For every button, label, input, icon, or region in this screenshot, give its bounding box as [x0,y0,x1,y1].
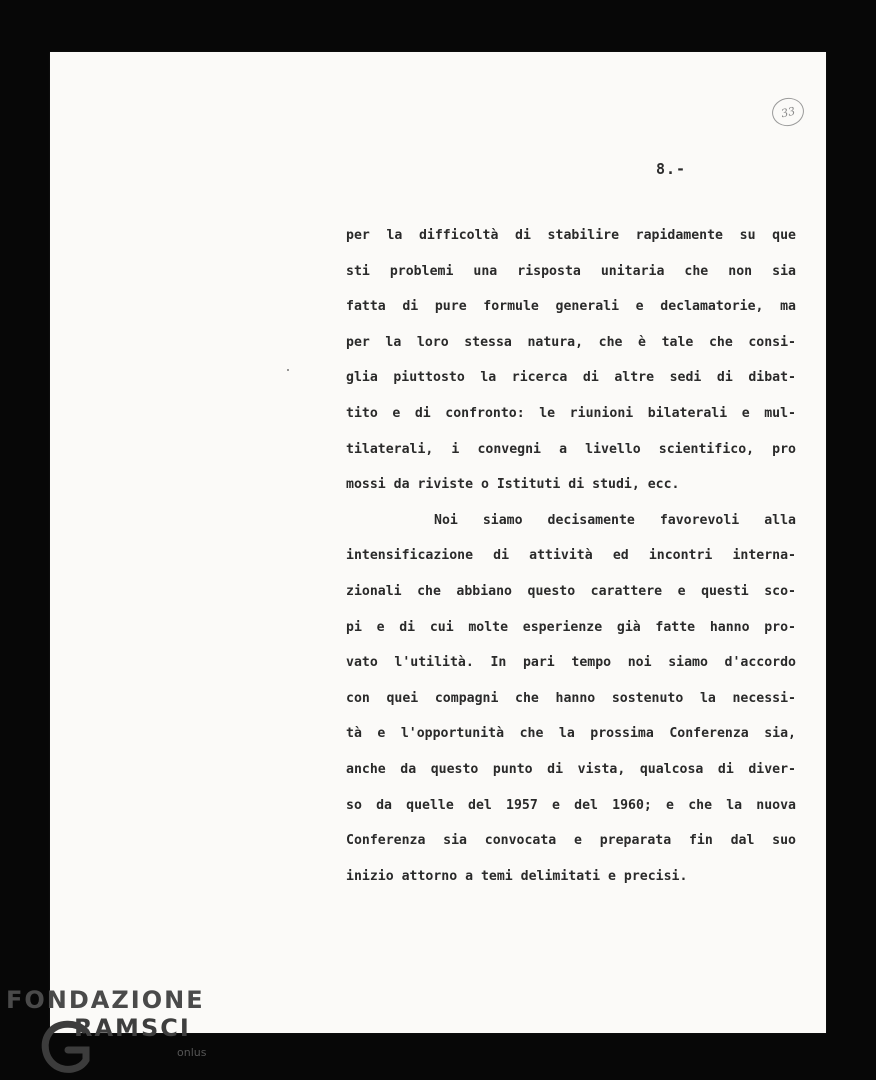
text-line: glia piuttosto la ricerca di altre sedi di dibat- [346,370,796,386]
watermark-suffix: onlus [177,1046,207,1059]
archive-stamp [769,95,806,129]
text-line: per la difficoltà di stabilire rapidamente su que [346,228,796,243]
text-line: vato l'utilità. In pari tempo noi siamo d'accordo [346,655,796,671]
text-line: con quei compagni che hanno sostenuto la necessi- [346,690,796,706]
paper-speck [287,369,289,371]
typed-body-text [346,218,796,894]
text-line: Conferenza sia convocata e preparata fin dal suo [346,833,796,849]
text-line: fatta di pure formule generali e declamatorie, ma [346,299,796,315]
watermark-line1: FONDAZIONE [6,986,205,1014]
text-line: so da quelle del 1957 e del 1960; e che la nuova [346,797,796,813]
text-line: per la loro stessa natura, che è tale che consi- [346,334,796,350]
archive-mark: 33 [779,104,797,120]
watermark-line2: RAMSCI [74,1014,191,1042]
page-number: 8.- [656,160,687,178]
text-line: inizio attorno a temi delimitati e precisi. [346,868,688,884]
text-line: pi e di cui molte esperienze già fatte hanno pro- [346,619,796,635]
text-line: zionali che abbiano questo carattere e questi sco- [346,583,796,599]
text-line: mossi da riviste o Istituti di studi, ecc. [346,477,680,493]
text-line: Noi siamo decisamente favorevoli alla [434,512,796,528]
text-line: tà e l'opportunità che la prossima Conferenza sia, [346,726,796,742]
fondazione-gramsci-watermark [6,986,216,1078]
text-line: sti problemi una risposta unitaria che non sia [346,263,796,279]
text-line: anche da questo punto di vista, qualcosa di diver- [346,761,796,777]
text-line: tilaterali, i convegni a livello scientifico, pro [346,441,796,457]
text-line: intensificazione di attività ed incontri interna- [346,548,796,564]
document-page [50,52,826,1033]
text-line: tito e di confronto: le riunioni bilaterali e mul- [346,405,796,421]
